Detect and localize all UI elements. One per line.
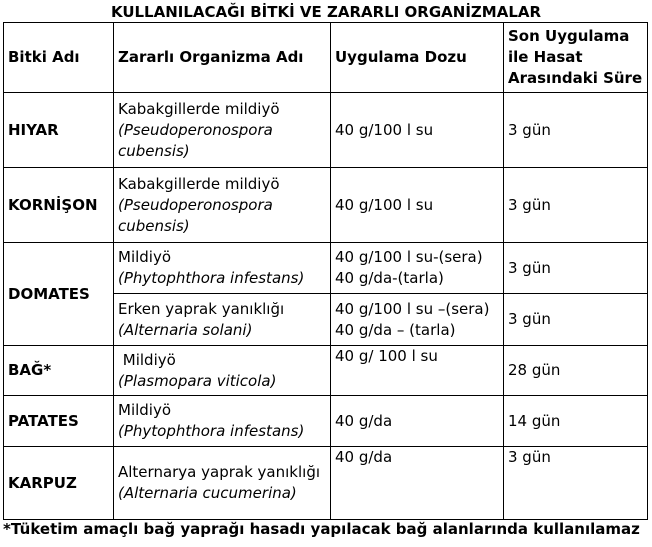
header-interval [504,23,648,93]
plant-name: KORNİŞON [4,168,114,243]
dose-cell [331,294,504,346]
plant-name: KARPUZ [4,447,114,520]
plant-name: HIYAR [4,93,114,168]
document-title: KULLANILACAĞI BİTKİ VE ZARARLI ORGANİZMALAR [110,3,542,21]
header-interval-line1: Son Uygulama [508,27,630,45]
table-row [4,93,648,168]
table-row [4,346,648,396]
table-row [4,168,648,243]
dose-line: 40 g/100 l su –(sera) [335,299,490,318]
organism-latin: (Alternaria cucumerina) [118,484,297,502]
organism-cell [114,294,331,346]
header-plant: Bitki Adı [4,23,114,93]
plant-name: DOMATES [4,243,114,346]
organism-cell [114,396,331,447]
organism-name: Mildiyö [118,401,172,419]
organism-cell [114,168,331,243]
interval-cell: 3 gün [504,243,648,294]
organism-name: Kabakgillerde mildiyö [118,174,280,193]
plant-name: PATATES [4,396,114,447]
table-row [4,447,648,520]
organism-latin: (Plasmopara viticola) [118,371,277,390]
interval-cell: 28 gün [504,346,648,396]
interval-cell: 3 gün [504,93,648,168]
organism-name: Mildiyö [118,350,176,369]
organism-cell [114,243,331,294]
table-row [4,243,648,294]
interval-cell: 3 gün [504,168,648,243]
crop-pest-table [3,22,648,520]
dose-line: 40 g/da – (tarla) [335,320,456,339]
header-interval-line3: Arasındaki Süre [508,69,643,87]
interval-cell: 3 gün [504,447,648,520]
header-organism: Zararlı Organizma Adı [114,23,331,93]
organism-name: Erken yaprak yanıklığı [118,299,285,318]
organism-name: Mildiyö [118,248,172,266]
organism-name: Alternarya yaprak yanıklığı [118,463,321,481]
table-row [4,396,648,447]
dose-cell: 40 g/da [331,396,504,447]
organism-latin: (Phytophthora infestans) [118,269,305,287]
header-interval-line2: ile Hasat [508,48,583,66]
dose-line: 40 g/da-(tarla) [335,269,444,287]
organism-name: Kabakgillerde mildiyö [118,99,280,118]
plant-name: BAĞ* [4,346,114,396]
organism-latin: (Alternaria solani) [118,320,253,339]
organism-cell [114,93,331,168]
organism-latin: (Pseudoperonospora cubensis) [118,195,273,235]
dose-cell: 40 g/da [331,447,504,520]
organism-cell [114,447,331,520]
dose-cell [331,243,504,294]
dose-cell: 40 g/100 l su [331,93,504,168]
interval-cell: 14 gün [504,396,648,447]
header-dose: Uygulama Dozu [331,23,504,93]
dose-line: 40 g/100 l su-(sera) [335,248,483,266]
organism-cell [114,346,331,396]
footnote: *Tüketim amaçlı bağ yaprağı hasadı yapılacak bağ alanlarında kullanılamaz [3,520,640,538]
interval-cell: 3 gün [504,294,648,346]
organism-latin: (Phytophthora infestans) [118,422,305,440]
dose-cell: 40 g/ 100 l su [331,346,504,396]
header-row [4,23,648,93]
organism-latin: (Pseudoperonospora cubensis) [118,120,273,160]
dose-cell: 40 g/100 l su [331,168,504,243]
